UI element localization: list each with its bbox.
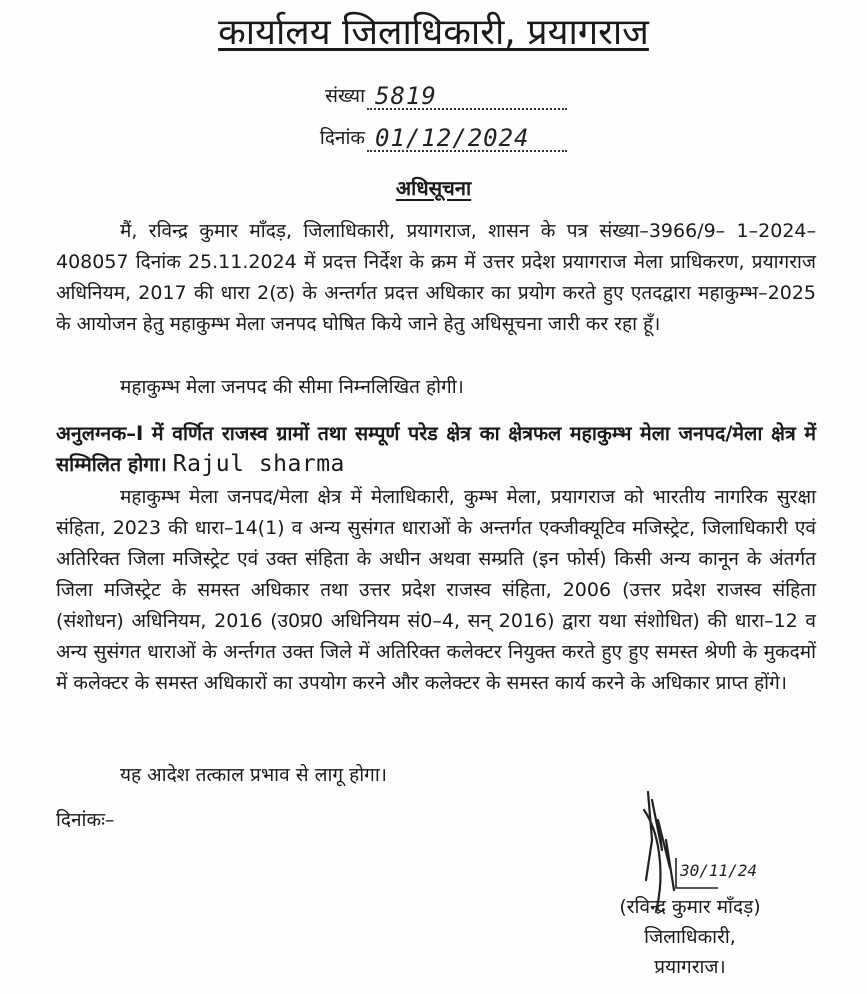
signatory-name: (रविन्द्र कुमार माँदड़): [619, 896, 761, 918]
date-label: दिनांक: [319, 127, 365, 149]
date-value: 01/12/2024: [375, 124, 530, 152]
paragraph-declaration: मैं, रविन्द्र कुमार माँदड़, जिलाधिकारी, प्रयागराज, शासन के पत्र संख्या–3966/9– 1–2024–408057 दिनांक 25.11.2024 में प्रदत्त निर्देश के क्रम में उत्तर प्रदेश प्रयागराज मेला प्राधिकरण, प्रयागराज अधिनियम, 2017 की धारा 2(ठ) के अन्तर्गत प्रदत्त अधिकार का प्रयोग करते हुए एतदद्वारा महाकुम्भ–2025 के आयोजन हेतु महाकुम्भ मेला जनपद घोषित किये जाने हेतु अधिसूचना जारी कर रहा हूँ।: [56, 220, 816, 335]
paragraph-effective: यह आदेश तत्काल प्रभाव से लागू होगा।: [120, 764, 387, 786]
paragraph-powers: महाकुम्भ मेला जनपद/मेला क्षेत्र में मेलाधिकारी, कुम्भ मेला, प्रयागराज को भारतीय नागरिक सुरक्षा संहिता, 2023 की धारा–14(1) व अन्य सुसंगत धाराओं के अन्तर्गत एक्जीक्यूटिव मजिस्ट्रेट, जिलाधिकारी एवं अतिरिक्त जिला मजिस्ट्रेट एवं उक्त संहिता के अधीन अथवा सम्प्रति (इन फोर्स) किसी अन्य कानून के अंतर्गत जिला मजिस्ट्रेट के समस्त अधिकार तथा उत्तर प्रदेश राजस्व संहिता, 2006 (उत्तर प्रदेश राजस्व संहिता (संशोधन) अधिनियम, 2016 (उ0प्र0 अधिनियम सं0–4, सन् 2016) द्वारा यथा संशोधित) की धारा–12 व अन्य सुसंगत धाराओं के अर्न्तगत उक्त जिले में अतिरिक्त कलेक्टर नियुक्त करते हुए हुए समस्त श्रेणी के मुकदमों में कलेक्टर के समस्त अधिकारों का उपयोग करने और कलेक्टर के समस्त कार्य करने के अधिकार प्राप्त होंगे।: [56, 486, 816, 694]
reference-number-line: [367, 82, 567, 110]
signature-date: 30/11/24: [680, 861, 758, 880]
handwritten-name: Rajul sharma: [172, 451, 345, 477]
paragraph-boundary: महाकुम्भ मेला जनपद की सीमा निम्नलिखित होगी।: [120, 376, 464, 398]
office-title: कार्यालय जिलाधिकारी, प्रयागराज: [218, 12, 649, 53]
reference-number-label: संख्या: [325, 85, 365, 107]
signatory-place: प्रयागराज।: [654, 956, 726, 978]
reference-number-row: [325, 82, 567, 110]
date-row: [320, 124, 567, 152]
footer-date-label: दिनांकः–: [56, 809, 115, 831]
annexure-text: अनुलग्नक–I में वर्णित राजस्व ग्रामों तथा सम्पूर्ण परेड क्षेत्र का क्षेत्रफल महाकुम्भ मेला जनपद/मेला क्षेत्र में सम्मिलित होगा।: [56, 422, 816, 476]
signature-block: [560, 892, 820, 982]
paragraph-annexure: [56, 418, 816, 480]
date-line: [367, 124, 567, 152]
notice-heading: अधिसूचना: [395, 176, 472, 200]
signatory-designation: जिलाधिकारी,: [644, 926, 736, 948]
reference-number-value: 5819: [375, 82, 437, 110]
